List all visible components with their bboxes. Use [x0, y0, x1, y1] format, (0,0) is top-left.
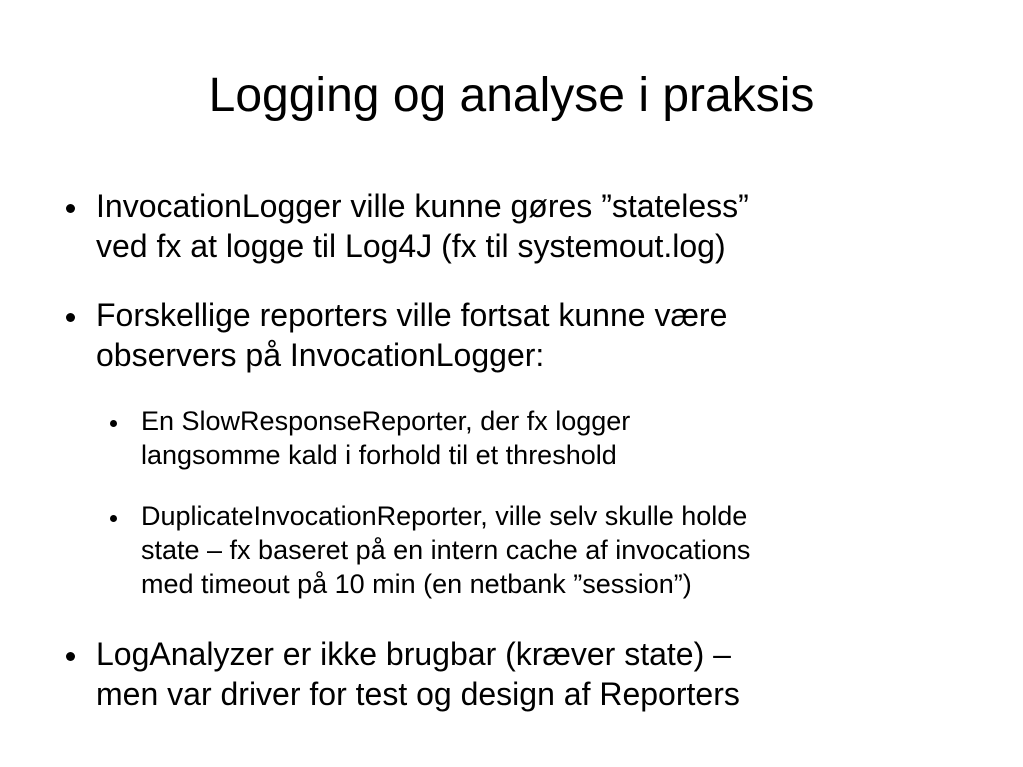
bullet-dot-icon — [66, 652, 75, 661]
bullet-text — [96, 186, 749, 266]
bullet-text — [96, 295, 727, 375]
bullet-dot-icon — [66, 313, 75, 322]
bullet-line: Forskellige reporters ville fortsat kunne være — [96, 297, 728, 333]
bullet-dot-icon — [66, 204, 75, 213]
bullet-dot-icon — [110, 515, 117, 522]
bullet-line: langsomme kald i forhold til et threshold — [141, 440, 617, 470]
bullet-line: observers på InvocationLogger: — [96, 337, 545, 373]
bullet-dot-icon — [110, 420, 117, 427]
bullet-text — [141, 499, 750, 601]
bullet-line: med timeout på 10 min (en netbank ”session”) — [141, 569, 692, 599]
bullet-line: LogAnalyzer er ikke brugbar (kræver state) – — [96, 636, 731, 672]
slide-title: Logging og analyse i praksis — [208, 69, 815, 122]
bullet-line: DuplicateInvocationReporter, ville selv skulle holde — [141, 501, 748, 531]
bullet-line: men var driver for test og design af Reporters — [96, 676, 740, 712]
bullet-text — [141, 404, 630, 472]
bullet-line: state – fx baseret på en intern cache af invocations — [141, 535, 751, 565]
bullet-text — [96, 634, 740, 714]
bullet-line: InvocationLogger ville kunne gøres ”stateless” — [96, 188, 749, 224]
bullet-line: ved fx at logge til Log4J (fx til systemout.log) — [96, 228, 726, 264]
bullet-line: En SlowResponseReporter, der fx logger — [141, 406, 631, 436]
